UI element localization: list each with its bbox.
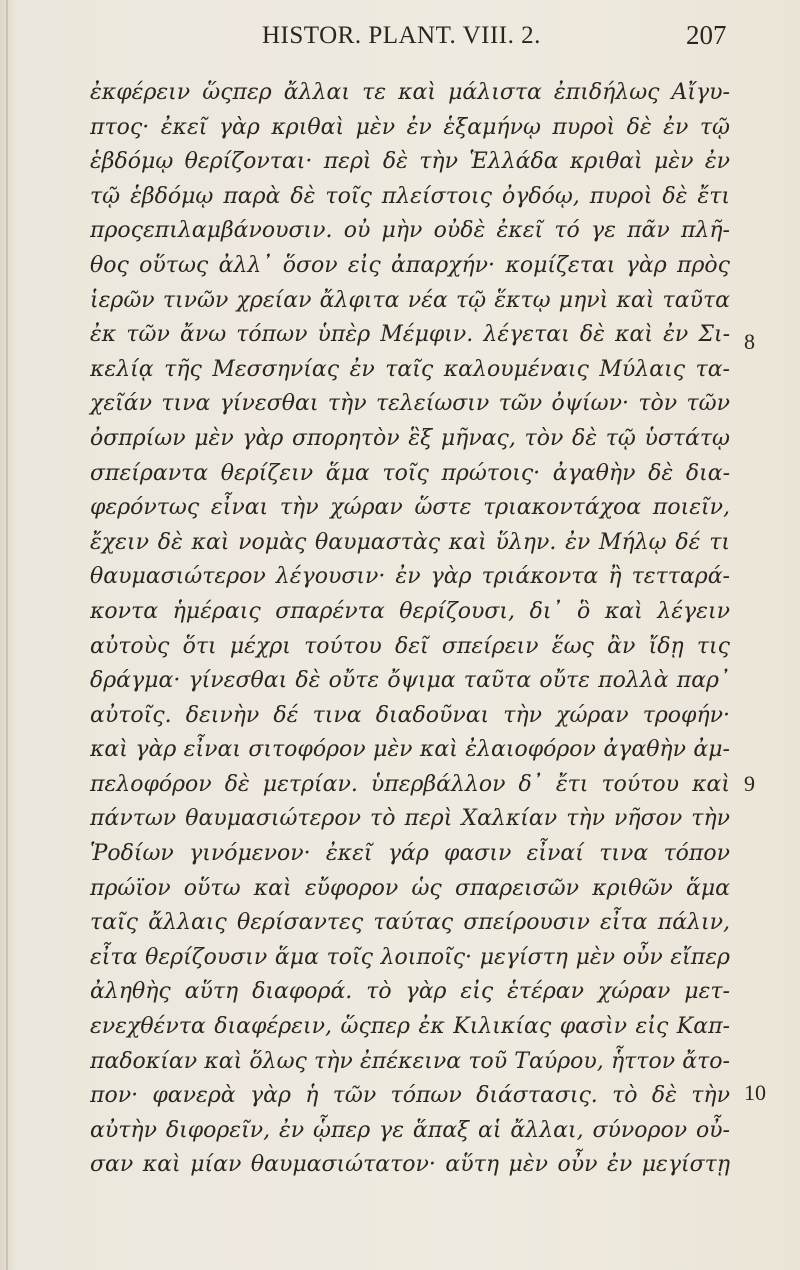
text-line: πρώϊον οὕτω καὶ εὔφορον ὡς σπαρεισῶν κριθῶν ἅμα [90,875,730,901]
text-line: πελοφόρον δὲ μετρίαν. ὑπερβάλλον δ᾽ ἔτι τούτου καὶ [90,771,730,797]
text-line: παδοκίαν καὶ ὅλως τὴν ἐπέκεινα τοῦ Ταύρου, ἧττον ἄτο- [90,1048,730,1074]
text-line: πον· φανερὰ γὰρ ἡ τῶν τόπων διάστασις. τὸ δὲ τὴν [90,1083,730,1109]
text-line: αὐτοὺς ὅτι μέχρι τούτου δεῖ σπείρειν ἕως ἂν ἴδῃ τις [90,633,730,659]
text-line: σαν καὶ μίαν θαυμασιώτατον· αὕτη μὲν οὖν ἐν μεγίστῃ [90,1152,730,1178]
page-header [0,22,800,62]
page-number: 207 [686,20,727,50]
text-line: ἑβδόμῳ θερίζονται· περὶ δὲ τὴν Ἑλλάδα κριθαὶ μὲν ἐν [90,149,730,175]
text-line: πάντων θαυμασιώτερον τὸ περὶ Χαλκίαν τὴν νῆσον τὴν [90,806,730,832]
text-line: κελίᾳ τῆς Μεσσηνίας ἐν ταῖς καλουμέναις Μύλαις τα- [90,356,730,382]
text-line: φερόντως εἶναι τὴν χώραν ὥστε τριακοντάχοα ποιεῖν, [90,495,730,521]
text-line: ἱερῶν τινῶν χρείαν ἄλφιτα νέα τῷ ἕκτῳ μηνὶ καὶ ταῦτα [90,287,730,313]
text-line: αὐτοῖς. δεινὴν δέ τινα διαδοῦναι τὴν χώραν τροφήν· [90,702,730,728]
text-line: Ῥοδίων γινόμενον· ἐκεῖ γάρ φασιν εἶναί τινα τόπον [90,841,730,867]
text-line: αὐτὴν διφορεῖν, ἐν ᾧπερ γε ἅπαξ αἱ ἄλλαι, σύνορον οὖ- [90,1117,730,1143]
text-line: πτος· ἐκεῖ γὰρ κριθαὶ μὲν ἐν ἑξαμήνῳ πυροὶ δὲ ἐν τῷ [90,114,730,140]
text-line: ὀσπρίων μὲν γὰρ σπορητὸν ἓξ μῆνας, τὸν δὲ τῷ ὑστάτῳ [90,425,730,451]
section-number-8: 8 [744,329,755,354]
text-line: χεῖάν τινα γίνεσθαι τὴν τελείωσιν τῶν ὀψίων· τὸν τῶν [90,391,730,417]
section-number-10: 10 [744,1080,766,1105]
text-line: κοντα ἡμέραις σπαρέντα θερίζουσι, δι᾽ ὃ καὶ λέγειν [90,598,730,624]
greek-text-body [90,76,730,1183]
text-line: εἶτα θερίζουσιν ἅμα τοῖς λοιποῖς· μεγίστη μὲν οὖν εἴπερ [90,944,730,970]
text-line: ἀληθὴς αὕτη διαφορά. τὸ γὰρ εἰς ἑτέραν χώραν μετ- [90,979,730,1005]
text-line: δράγμα· γίνεσθαι δὲ οὔτε ὄψιμα ταῦτα οὔτε πολλὰ παρ᾽ [90,668,730,694]
section-number-9: 9 [744,771,755,796]
text-line: θαυμασιώτερον λέγουσιν· ἐν γὰρ τριάκοντα ἢ τετταρά- [90,564,730,590]
text-line: ἐκ τῶν ἄνω τόπων ὑπὲρ Μέμφιν. λέγεται δὲ καὶ ἐν Σι- [90,322,730,348]
text-line: σπείραντα θερίζειν ἅμα τοῖς πρώτοις· ἀγαθὴν δὲ δια- [90,460,730,486]
text-line: προςεπιλαμβάνουσιν. οὐ μὴν οὐδὲ ἐκεῖ τό γε πᾶν πλῆ- [90,218,730,244]
page-gutter-edge [6,0,8,1270]
text-line: θος οὕτως ἀλλ᾽ ὅσον εἰς ἀπαρχήν· κομίζεται γὰρ πρὸς [90,252,730,278]
text-line: ταῖς ἄλλαις θερίσαντες ταύτας σπείρουσιν εἶτα πάλιν, [90,910,730,936]
text-line: ἐκφέρειν ὥςπερ ἄλλαι τε καὶ μάλιστα ἐπιδήλως Αἴγυ- [90,80,730,105]
text-line: τῷ ἑβδόμῳ παρὰ δὲ τοῖς πλείστοις ὀγδόῳ, πυροὶ δὲ ἔτι [90,183,730,209]
text-line: ενεχθέντα διαφέρειν, ὥςπερ ἐκ Κιλικίας φασὶν εἰς Καπ- [90,1014,730,1040]
text-line: καὶ γὰρ εἶναι σιτοφόρον μὲν καὶ ἐλαιοφόρον ἀγαθὴν ἀμ- [90,737,730,763]
text-line: ἔχειν δὲ καὶ νομὰς θαυμαστὰς καὶ ὕλην. ἐν Μήλῳ δέ τι [90,529,730,555]
running-title: HISTOR. PLANT. VIII. 2. [262,22,541,49]
